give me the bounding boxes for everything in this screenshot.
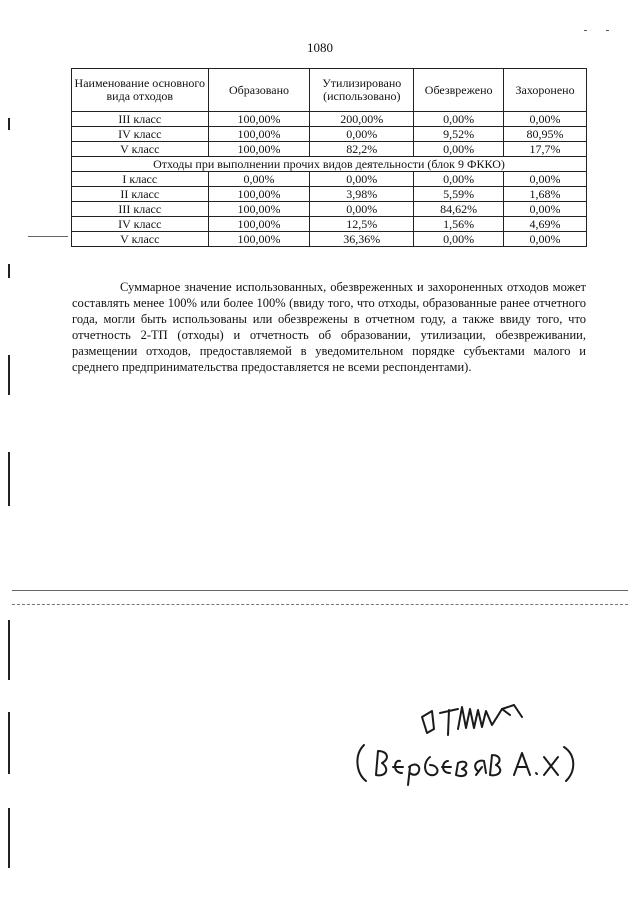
header-generated: Образовано (208, 69, 310, 112)
cell-neutralized: 5,59% (414, 187, 504, 202)
cell-generated: 100,00% (208, 127, 310, 142)
cell-generated: 0,00% (208, 172, 310, 187)
table-row (72, 232, 587, 247)
table-row (72, 187, 587, 202)
cell-class: V класс (72, 142, 209, 157)
cell-utilized: 0,00% (310, 202, 414, 217)
cell-class: V класс (72, 232, 209, 247)
cell-class: III класс (72, 202, 209, 217)
page-number: 1080 (307, 40, 333, 55)
cell-buried: 80,95% (504, 127, 587, 142)
waste-table (71, 68, 587, 247)
cell-buried: 0,00% (504, 112, 587, 127)
cell-class: IV класс (72, 127, 209, 142)
scan-margin-mark (8, 452, 10, 506)
scan-line (12, 590, 628, 591)
cell-generated: 100,00% (208, 142, 310, 157)
scan-line (12, 604, 628, 605)
scan-dot (606, 30, 609, 31)
cell-neutralized: 0,00% (414, 172, 504, 187)
table-row (72, 217, 587, 232)
cell-neutralized: 1,56% (414, 217, 504, 232)
scan-margin-mark (8, 712, 10, 774)
cell-utilized: 12,5% (310, 217, 414, 232)
section-row (72, 157, 587, 172)
header-utilized: Утилизировано (использовано) (310, 69, 414, 112)
cell-class: II класс (72, 187, 209, 202)
cell-buried: 0,00% (504, 232, 587, 247)
header-neutralized: Обезврежено (414, 69, 504, 112)
cell-utilized: 36,36% (310, 232, 414, 247)
table-row (72, 172, 587, 187)
explanatory-paragraph: Суммарное значение использованных, обезвреженных и захороненных отходов может составлять менее 100% или более 100% (ввиду того, что отходы, образованные ранее отчетного года, могли быть использованы или обезврежены в отчетном году, а также ввиду того, что отчетность 2-ТП (отходы) и отчетность об образовании, утилизации, обезвреживании, размещении отходов, предоставляемой в уведомительном порядке субъектами малого и среднего предпринимательства предоставляется не всеми респондентами). (72, 280, 586, 374)
cell-neutralized: 9,52% (414, 127, 504, 142)
cell-utilized: 0,00% (310, 127, 414, 142)
scan-margin-mark (8, 620, 10, 680)
scan-margin-mark (8, 808, 10, 868)
header-waste-type: Наименование основного вида отходов (72, 69, 209, 112)
cell-neutralized: 0,00% (414, 232, 504, 247)
scan-line (28, 236, 68, 237)
handwritten-signature (352, 695, 582, 790)
cell-generated: 100,00% (208, 112, 310, 127)
scan-dot (584, 30, 587, 31)
cell-neutralized: 0,00% (414, 142, 504, 157)
cell-neutralized: 84,62% (414, 202, 504, 217)
cell-buried: 0,00% (504, 172, 587, 187)
cell-utilized: 0,00% (310, 172, 414, 187)
section-title: Отходы при выполнении прочих видов деятельности (блок 9 ФККО) (72, 157, 587, 172)
cell-buried: 0,00% (504, 202, 587, 217)
cell-generated: 100,00% (208, 217, 310, 232)
table-header-row (72, 69, 587, 112)
scan-margin-mark (8, 264, 10, 278)
scan-margin-mark (8, 355, 10, 395)
cell-buried: 17,7% (504, 142, 587, 157)
table-row (72, 142, 587, 157)
cell-buried: 4,69% (504, 217, 587, 232)
cell-generated: 100,00% (208, 232, 310, 247)
cell-utilized: 3,98% (310, 187, 414, 202)
cell-neutralized: 0,00% (414, 112, 504, 127)
cell-class: IV класс (72, 217, 209, 232)
cell-class: I класс (72, 172, 209, 187)
cell-utilized: 82,2% (310, 142, 414, 157)
cell-utilized: 200,00% (310, 112, 414, 127)
table-row (72, 202, 587, 217)
cell-class: III класс (72, 112, 209, 127)
cell-buried: 1,68% (504, 187, 587, 202)
scan-margin-mark (8, 118, 10, 130)
table-row (72, 112, 587, 127)
cell-generated: 100,00% (208, 202, 310, 217)
table-row (72, 127, 587, 142)
header-buried: Захоронено (504, 69, 587, 112)
cell-generated: 100,00% (208, 187, 310, 202)
